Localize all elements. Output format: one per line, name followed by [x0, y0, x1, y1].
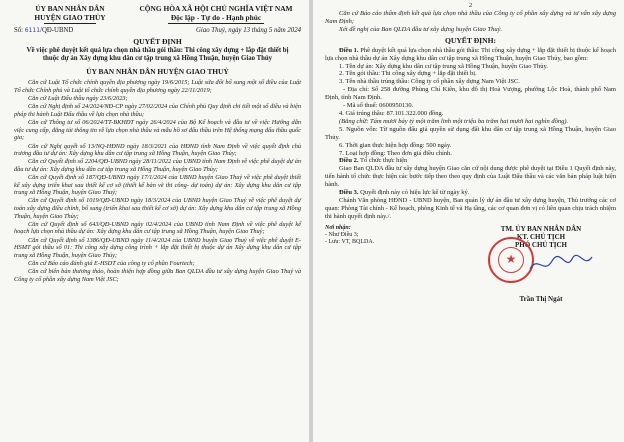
basis-paragraph: Xét đề nghị của Ban QLDA đầu tư xây dựng huyện Giao Thuỷ. — [339, 25, 503, 33]
org-line-2: HUYỆN GIAO THỦY — [34, 13, 106, 22]
page-1 — [0, 0, 309, 442]
document-subject: Về việc phê duyệt kết quả lựa chọn nhà thầu gói thầu: Thi công xây dựng + lắp đặt thiết bị thuộc dự án Xây dựng khu dân cư tập trung xã Hồng Thuận, huyện Giao Thủy — [26, 47, 289, 63]
amount-in-words: (Bằng chữ: Tám mươi bảy tỷ một trăm linh một triệu ba trăm hai mươi hai nghìn đồng). — [339, 117, 569, 125]
recipients-block — [325, 225, 435, 303]
article-1-text: Phê duyệt kết quả lựa chọn nhà thầu gói thầu: Thi công xây dựng + lắp đặt thiết bị thuộc kế hoạch lựa chọn nhà thầu dự án Xây dựng khu dân cư tập trung xã Hồng Thuận, huyện Giao Thủy, bao gồm: — [325, 46, 616, 62]
nation-line-1: CỘNG HÒA XÃ HỘI CHỦ NGHĨA VIỆT NAM — [139, 4, 293, 13]
org-line-1: ỦY BAN NHÂN DÂN — [35, 4, 105, 13]
article-2-text: Tổ chức thực hiện — [360, 157, 408, 165]
article-3 — [325, 189, 616, 197]
sign-org-1: TM. ỦY BAN NHÂN DÂN — [500, 224, 582, 233]
article-2-body: Giao Ban QLDA đầu tư xây dựng huyện Giao căn cứ nội dung được phê duyệt tại Điều 1 Quyết định này, tiến hành tổ chức thực hiện các bước tiếp theo theo quy định của Luật Đấu thầu và các văn bản pháp luật hiện hành. — [325, 165, 616, 189]
basis-paragraph: Căn cứ Quyết định số 1386/QĐ-UBND ngày 11/4/2024 của UBND huyện Giao Thuỷ về việc phê duyệt E-HSMT gói thầu số 01: Thi công xây dựng công trình + lắp đặt thiết bị thuộc dự án Xây dựng khu dân cư tập trung xã Hồng Thuận, huyện Giao Thủy; — [14, 236, 301, 259]
decision-item: 5. Nguồn vốn: Từ nguồn đấu giá quyền sử dụng đất khu dân cư tập trung xã Hồng Thuận, huyện Giao Thủy. — [325, 125, 616, 141]
signer-name: Trần Thị Ngát — [519, 294, 563, 303]
document-title: QUYẾT ĐỊNH — [133, 37, 182, 46]
document-footer — [325, 225, 616, 303]
basis-paragraph: Căn cứ Báo cáo đánh giá E-HSDT của công ty cổ phần Fourtech; — [28, 260, 195, 267]
document-number — [14, 27, 73, 34]
decision-item: 6. Thời gian thực hiện hợp đồng: 500 ngày. — [339, 141, 452, 149]
basis-paragraph: Căn cứ Nghị định số 24/2024/NĐ-CP ngày 27/02/2024 của Chính phủ Quy định chi tiết một số điều và biện pháp thi hành Luật Đấu thầu về lựa chọn nhà thầu; — [14, 103, 301, 118]
basis-paragraph: Căn cứ Quyết định số 187/QĐ-UBND ngày 17/1/2024 của UBND huyện Giao Thuỷ về việc phê duyệt thiết kế xây dựng triển khai sau thiết kế cơ sở (thiết kế bản vẽ thi công- dự toán) dự án: Xây dựng khu dân cư tập trung xã Hồng Thuận, huyện Giao Thuỷ; — [14, 174, 301, 197]
basis-paragraph: Căn cứ biên bản thương thảo, hoàn thiện hợp đồng giữa Ban QLDA đầu tư xây dựng huyện Giao Thuỷ và Công ty cổ phần xây dựng Nam Việt JSC; — [14, 268, 301, 283]
doc-number-handwritten: 6111 — [24, 27, 41, 34]
official-seal-icon: ★ — [488, 237, 534, 283]
legal-basis — [14, 79, 301, 283]
recipient-item: - Lưu: VT, BQLDA. — [325, 238, 375, 245]
motto-underline — [168, 23, 264, 24]
decision-heading: QUYẾT ĐỊNH: — [444, 35, 497, 45]
nation-line-2: Độc lập - Tự do - Hạnh phúc — [170, 13, 262, 22]
signature-block — [466, 225, 616, 303]
decision-item: 4. Giá trúng thầu: 87.101.322.000 đồng. — [339, 109, 444, 117]
decision-item: 1. Tên dự án: Xây dựng khu dân cư tập trung xã Hồng Thuận, huyện Giao Thủy. — [339, 62, 548, 70]
decision-item: - Địa chỉ: Số 258 đường Phùng Chí Kiên, khu đô thị Hoà Vượng, phường Lộc Hoà, thành phố Nam Định, tỉnh Nam Định. — [325, 86, 616, 102]
national-motto — [131, 4, 301, 24]
decision-item: 7. Loại hợp đồng: Theo đơn giá điều chỉnh. — [339, 149, 452, 157]
issuing-authority — [14, 4, 126, 24]
decision-item: - Mã số thuế: 0600950130. — [343, 102, 414, 110]
sign-org-2: KT. CHỦ TỊCH — [516, 232, 566, 241]
basis-paragraph: Căn cứ Thông tư số 06/2024/TT-BKHĐT ngày 26/4/2024 của Bộ Kế hoạch và đầu tư về việc Hướng dẫn việc cung cấp, đăng tải thông tin về lựa chọn nhà thầu và mẫu hồ sơ đấu thầu trên Hệ thống mạng đấu thầu quốc gia; — [14, 119, 301, 142]
decision-item: 3. Tên nhà thầu trúng thầu: Công ty cổ phần xây dựng Nam Việt JSC. — [339, 78, 520, 86]
basis-paragraph: Căn cứ Quyết định số 2204/QĐ-UBND ngày 28/11/2022 của UBND tỉnh Nam Định về việc phê duyệt dự án đầu tư dự án: Xây dựng khu dân cư tập trung xã Hồng Thuận, huyện Giao Thủy; — [14, 158, 301, 173]
article-3-text: Quyết định này có hiệu lực kể từ ngày ký. — [360, 189, 470, 197]
basis-paragraph: Căn cứ Nghị quyết số 13/NQ-HĐND ngày 18/3/2021 của HĐND tỉnh Nam Định về việc quyết định chủ trương đầu tư dự án: Xây dựng khu dân cư tập trung xã Hồng Thuận, huyện Giao Thủy; — [14, 142, 301, 158]
document-date: Giao Thuỷ, ngày 13 tháng 5 năm 2024 — [196, 27, 301, 34]
doc-number-suffix: /QĐ-UBND — [40, 27, 74, 34]
article-1 — [325, 47, 616, 63]
page-number: 2 — [468, 2, 473, 9]
article-1-label: Điều 1. — [339, 46, 359, 54]
decision-item: 2. Tên gói thầu: Thi công xây dựng + lắp đặt thiết bị. — [339, 70, 477, 78]
basis-paragraph: Căn cứ Luật Đấu thầu ngày 23/6/2023; — [28, 95, 128, 103]
doc-number-prefix: Số: — [14, 27, 24, 34]
sign-role: PHÓ CHỦ TỊCH — [515, 240, 567, 249]
document-header — [14, 4, 301, 24]
article-2-label: Điều 2. — [339, 157, 359, 165]
handwritten-signature-icon — [526, 251, 596, 277]
basis-paragraph: Căn cứ Báo cáo thẩm định kết quả lựa chọn nhà thầu của Công ty cổ phần xây dựng và tư vấn xây dựng Nam Định; — [325, 10, 616, 25]
page-2 — [313, 0, 624, 442]
article-3-label: Điều 3. — [339, 189, 359, 197]
basis-paragraph: Căn cứ Quyết định số 643/QĐ-UBND ngày 02/4/2024 của UBND tỉnh Nam Định về việc phê duyệt kế hoạch lựa chọn nhà thầu dự án: Xây dựng khu dân cư tập trung xã Hồng Thuận, huyện Giao Thuỷ; — [14, 220, 301, 236]
closing-paragraph: Chánh Văn phòng HĐND - UBND huyện, Ban quản lý dự án đầu tư xây dựng huyện, Thủ trưởng các cơ quan: Phòng Tài chính - Kế hoạch, phòng Kinh tế và Hạ tầng, các cơ quan đơn vị có liên quan chịu trách nhiệm thi hành quyết định này./. — [325, 196, 616, 220]
header-underline — [44, 23, 96, 24]
basis-paragraph: Căn cứ Quyết định số 1019/QĐ-UBND ngày 18/3/2024 của UBND huyện Giao Thuỷ về việc phê duyệt dự toán xây dựng điều chỉnh, bổ sung (triển khai sau thiết kế cơ sở) dự án: Xây dựng khu dân cư tập trung xã Hồng Thuận, huyện Giao Thủy; — [14, 197, 301, 220]
recipient-item: - Như Điều 3; — [325, 231, 359, 238]
recipients-label: Nơi nhận: — [325, 224, 351, 231]
issuing-agency: ỦY BAN NHÂN DÂN HUYỆN GIAO THUỶ — [86, 67, 229, 77]
article-2 — [325, 157, 616, 165]
basis-paragraph: Căn cứ Luật Tổ chức chính quyền địa phương ngày 19/6/2015; Luật sửa đổi bổ sung một số điều của Luật Tổ chức Chính phủ và Luật tổ chức chính quyền địa phương ngày 22/11/2019; — [14, 79, 301, 94]
number-date-row — [14, 27, 301, 34]
